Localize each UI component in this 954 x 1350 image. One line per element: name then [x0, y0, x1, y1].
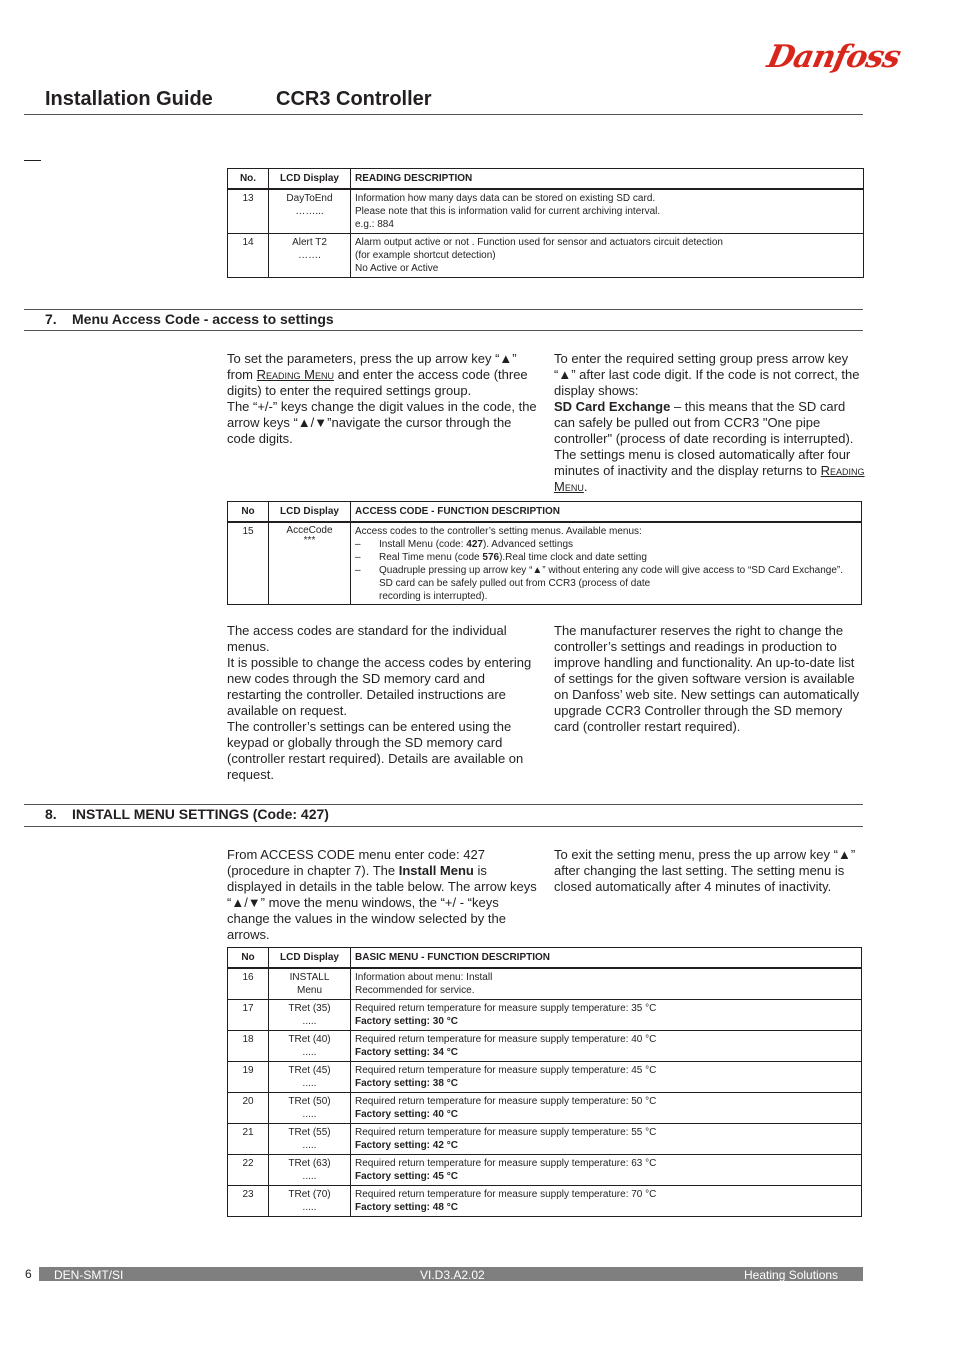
header-rule: [24, 114, 863, 115]
footer-code: DEN-SMT/SI: [54, 1268, 124, 1282]
section-8-right-text: To exit the setting menu, press the up arrow key “▲” after changing the last setting. The setting menu is closed automatically after 4 minutes of inactivity.: [554, 847, 856, 894]
col-no: No: [228, 502, 269, 523]
section-7-left-text: To set the parameters, press the up arrow key “▲” from Reading Menu and enter the access code (three digits) to enter the required settings group. The “+/-” keys change the digit values in the code, the arrow keys “▲/▼”navigate the cursor through the code digits.: [227, 351, 537, 446]
table-row: [228, 1124, 862, 1155]
section-7-heading: 7. Menu Access Code - access to settings: [45, 311, 334, 327]
row-no: 21: [228, 1124, 269, 1155]
col-lcd: LCD Display: [269, 169, 351, 190]
manufacturer-note: The manufacturer reserves the right to change the controller’s settings and readings in production to improve handling and functionality. An up-to-date list of settings for the given software version is available on Danfoss’ web site. New settings can automatically upgrade CCR3 Controller through the SD memory card (controller restart required).: [554, 623, 860, 734]
row-desc: Access codes to the controller’s setting menus. Available menus: – Install Menu (code: 427). Advanced settings – Real Time menu (code 576).Real time clock and date setting – Quadruple pressing up arrow key “▲” without entering any code will give access to “SD Card Exchange”. SD card can be safely pulled out from CCR3 (process of date recording is interrupted).: [351, 522, 862, 605]
row-desc: Information how many days data can be stored on existing SD card. Please note that this is information valid for current archiving interval. e.g.: 884: [351, 189, 864, 234]
row-lcd: TRet (35) .....: [269, 1000, 351, 1031]
section-7-right-text: To enter the required setting group press arrow key “▲” after last code digit. If the code is not correct, the display shows: SD Card Exchange – this means that the SD card can safely be pulled out from CCR3 "One pipe controller" (process of date recording is interrupted). The settings menu is closed automatically after four minutes of inactivity and the display returns to Reading Menu.: [554, 351, 865, 494]
table-row: [228, 968, 862, 1000]
header-subtitle: CCR3 Controller: [276, 88, 432, 110]
row-desc: Required return temperature for measure supply temperature: 50 °C Factory setting: 40 °C: [351, 1093, 862, 1124]
row-no: 19: [228, 1062, 269, 1093]
page-number: 6: [25, 1267, 32, 1281]
row-no: 17: [228, 1000, 269, 1031]
row-no: 20: [228, 1093, 269, 1124]
install-menu-table: [227, 947, 862, 1217]
row-desc: Required return temperature for measure supply temperature: 70 °C Factory setting: 48 °C: [351, 1186, 862, 1217]
table-row: [228, 1155, 862, 1186]
row-lcd: TRet (55) .....: [269, 1124, 351, 1155]
table-row: [228, 1031, 862, 1062]
table-row: [228, 1093, 862, 1124]
danfoss-logo: Danfoss: [764, 39, 904, 75]
table-row: [228, 522, 862, 605]
row-lcd: INSTALL Menu: [269, 968, 351, 1000]
section-8-left-text: From ACCESS CODE menu enter code: 427 (procedure in chapter 7). The Install Menu is displayed in details in the table below. The arrow keys “▲/▼” move the menu windows, the “+/ - “keys change the values in the window selected by the arrows.: [227, 847, 537, 942]
table-row: [228, 189, 864, 234]
col-desc: ACCESS CODE - FUNCTION DESCRIPTION: [351, 502, 862, 523]
row-desc: Required return temperature for measure supply temperature: 40 °C Factory setting: 34 °C: [351, 1031, 862, 1062]
section-8-heading: 8. INSTALL MENU SETTINGS (Code: 427): [45, 806, 329, 822]
table-row: [228, 234, 864, 278]
row-no: 23: [228, 1186, 269, 1217]
footer-label: Heating Solutions: [744, 1268, 839, 1282]
row-lcd: AcceCode ***: [269, 522, 351, 605]
row-lcd: DayToEnd ……...: [269, 189, 351, 234]
row-lcd: TRet (40) .....: [269, 1031, 351, 1062]
page-number-box: [24, 1267, 39, 1281]
row-lcd: TRet (50) .....: [269, 1093, 351, 1124]
row-desc: Required return temperature for measure supply temperature: 63 °C Factory setting: 45 °C: [351, 1155, 862, 1186]
row-desc: Required return temperature for measure supply temperature: 35 °C Factory setting: 30 °C: [351, 1000, 862, 1031]
row-desc: Required return temperature for measure supply temperature: 45 °C Factory setting: 38 °C: [351, 1062, 862, 1093]
row-lcd: TRet (45) .....: [269, 1062, 351, 1093]
row-desc: Alarm output active or not . Function used for sensor and actuators circuit detection (for example shortcut detection) No Active or Active: [351, 234, 864, 278]
footer-doc-number: VI.D3.A2.02: [420, 1268, 485, 1282]
header-title: Installation Guide: [45, 88, 213, 110]
margin-tick: [24, 160, 41, 161]
col-desc: READING DESCRIPTION: [351, 169, 864, 190]
col-no: No.: [228, 169, 269, 190]
row-lcd: TRet (70) .....: [269, 1186, 351, 1217]
table-row: [228, 1186, 862, 1217]
table-row: [228, 1062, 862, 1093]
col-no: No: [228, 948, 269, 969]
row-lcd: Alert T2 …….: [269, 234, 351, 278]
access-code-table: [227, 501, 862, 605]
row-lcd: TRet (63) .....: [269, 1155, 351, 1186]
row-no: 22: [228, 1155, 269, 1186]
access-codes-note: The access codes are standard for the individual menus. It is possible to change the access codes by entering new codes through the SD memory card and restarting the controller. Detailed instructions are available on request. The controller’s settings can be entered using the keypad or globally through the SD memory card (controller restart required). Details are available on request.: [227, 623, 532, 782]
col-lcd: LCD Display: [269, 948, 351, 969]
row-no: 14: [228, 234, 269, 278]
row-desc: Required return temperature for measure supply temperature: 55 °C Factory setting: 42 °C: [351, 1124, 862, 1155]
footer-bar: [24, 1267, 863, 1281]
row-no: 16: [228, 968, 269, 1000]
row-no: 13: [228, 189, 269, 234]
col-desc: BASIC MENU - FUNCTION DESCRIPTION: [351, 948, 862, 969]
row-desc: Information about menu: Install Recommended for service.: [351, 968, 862, 1000]
col-lcd: LCD Display: [269, 502, 351, 523]
reading-table: [227, 168, 864, 278]
row-no: 15: [228, 522, 269, 605]
row-no: 18: [228, 1031, 269, 1062]
table-row: [228, 1000, 862, 1031]
